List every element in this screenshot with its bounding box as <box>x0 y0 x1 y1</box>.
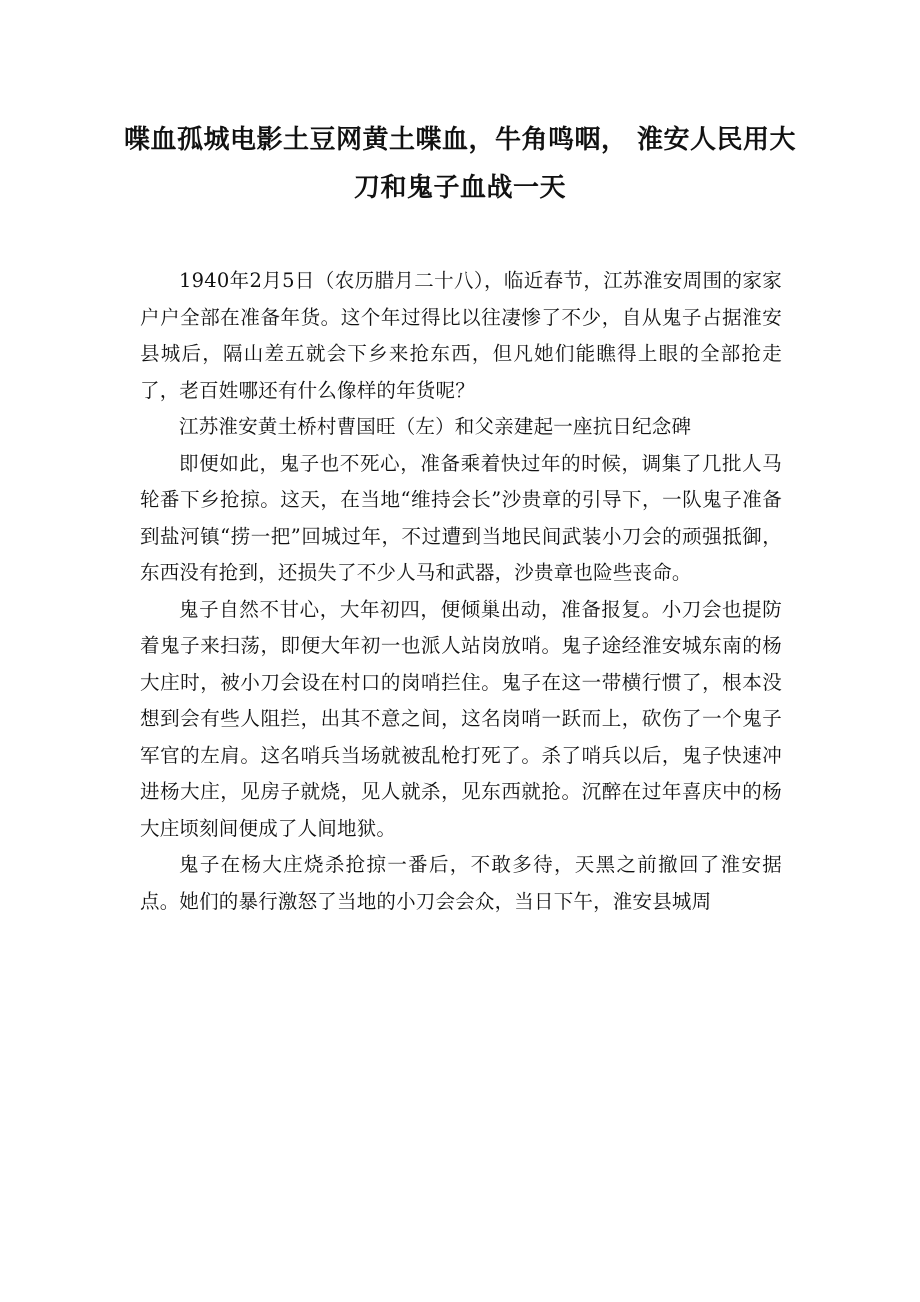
document-title: 喋血孤城电影土豆网黄土喋血，牛角鸣咽， 淮安人民用大刀和鬼子血战一天 <box>123 125 797 203</box>
paragraph-4: 鬼子在杨大庄烧杀抢掠一番后，不敢多待，天黑之前撤回了淮安据点。她们的暴行激怒了当地的小刀会会众，当日下午，淮安县城周 <box>140 853 782 913</box>
photo-caption: 江苏淮安黄土桥村曹国旺（左）和父亲建起一座抗日纪念碑 <box>179 415 692 438</box>
document-body <box>140 263 782 920</box>
paragraph-1: 1940年2月5日（农历腊月二十八），临近春节，江苏淮安周围的家家户户全部在准备年货。这个年过得比以往凄惨了不少，自从鬼子占据淮安县城后，隔山差五就会下乡来抢东西，但凡她们能瞧得上眼的全部抢走了，老百姓哪还有什么像样的年货呢？ <box>140 269 782 402</box>
paragraph-3: 鬼子自然不甘心，大年初四，便倾巢出动，准备报复。小刀会也提防着鬼子来扫荡，即便大年初一也派人站岗放哨。鬼子途经淮安城东南的杨大庄时，被小刀会设在村口的岗哨拦住。鬼子在这一带横行惯了，根本没想到会有些人阻拦，出其不意之间，这名岗哨一跃而上，砍伤了一个鬼子军官的左肩。这名哨兵当场就被乱枪打死了。杀了哨兵以后，鬼子快速冲进杨大庄，见房子就烧，见人就杀，见东西就抢。沉醉在过年喜庆中的杨大庄顷刻间便成了人间地狱。 <box>140 597 782 840</box>
paragraph-2: 即便如此，鬼子也不死心，准备乘着快过年的时候，调集了几批人马轮番下乡抢掠。这天，在当地“维持会长”沙贵章的引导下，一队鬼子准备到盐河镇“捞一把”回城过年，不过遭到当地民间武装小刀会的顽强抵御，东西没有抢到，还损失了不少人马和武器，沙贵章也险些丧命。 <box>140 451 782 584</box>
